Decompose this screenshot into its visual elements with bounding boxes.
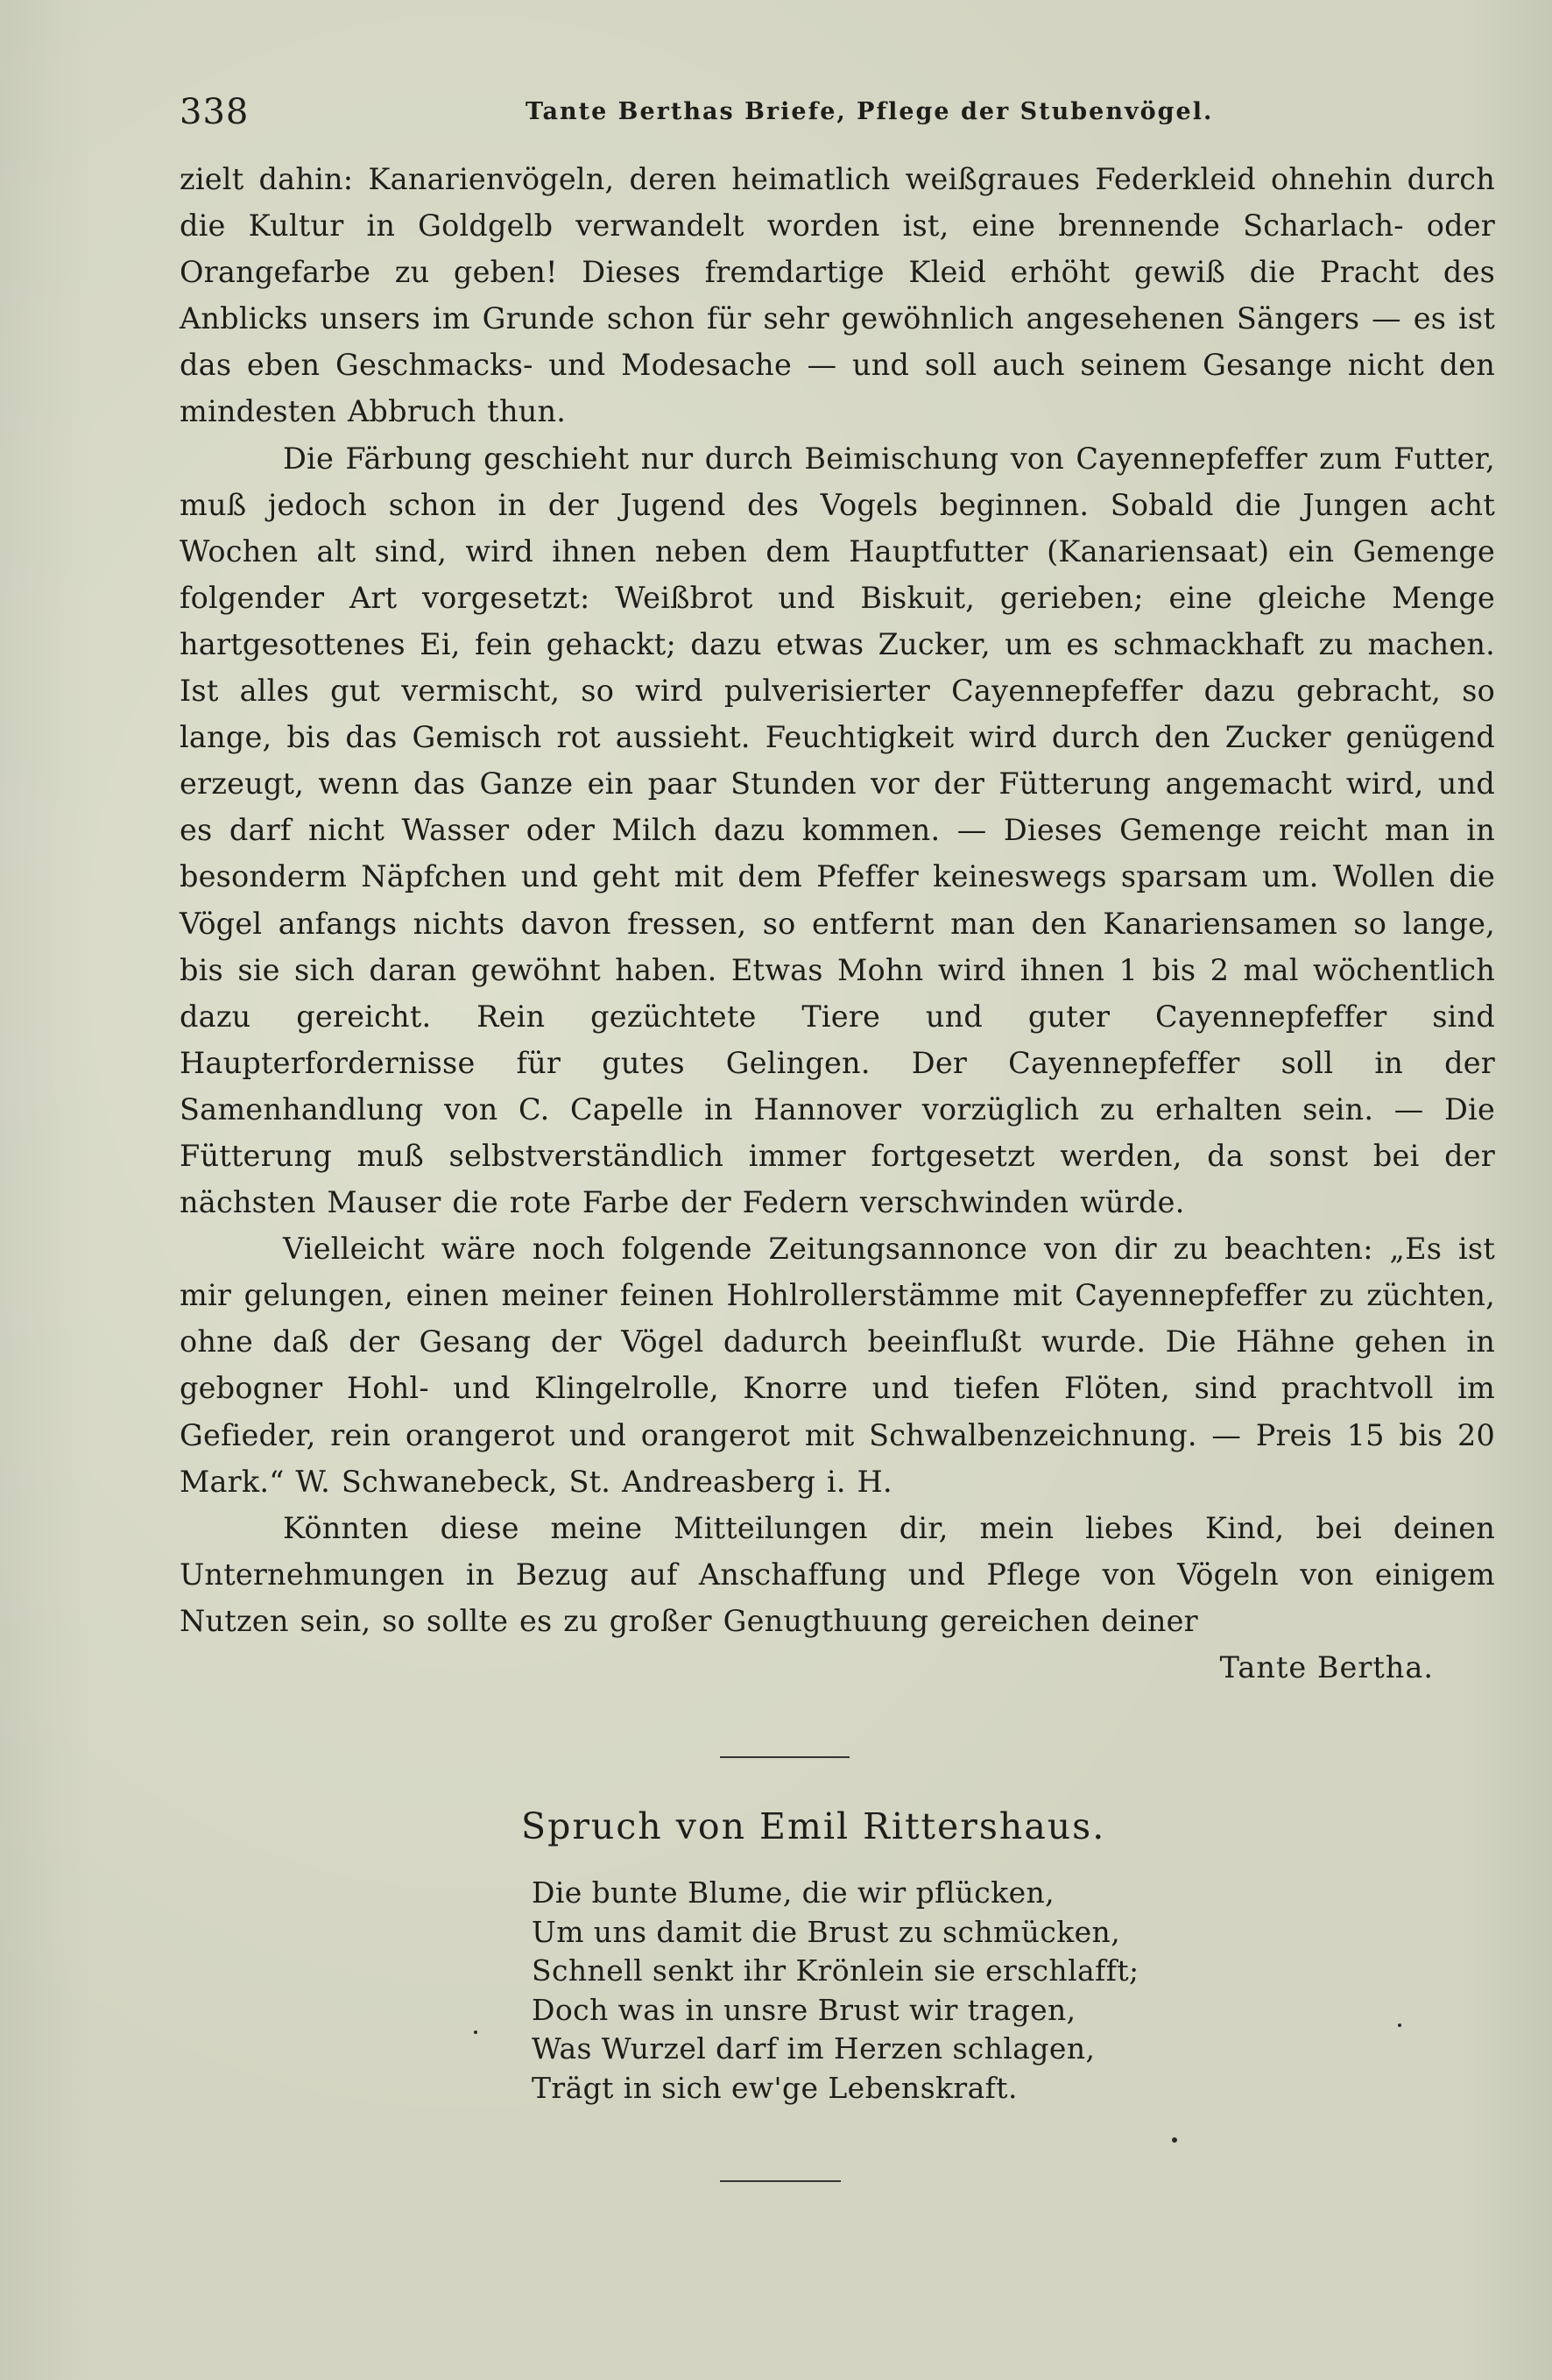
ink-speck xyxy=(474,2030,477,2034)
running-head: Tante Berthas Briefe, Pflege der Stubenvögel. xyxy=(526,98,1214,125)
paragraph-2: Die Färbung geschieht nur durch Beimischung von Cayennepfeffer zum Futter, muß jedoch schon in der Jugend des Vogels beginnen. Sobald die Jungen acht Wochen alt sind, wird ihnen neben dem Hauptfutter (Kanariensaat) ein Gemenge folgender Art vorgesetzt: Weißbrot und Biskuit, gerieben; eine gleiche Menge hartgesottenes Ei, fein gehackt; dazu etwas Zucker, um es schmackhaft zu machen. Ist alles gut vermischt, so wird pulverisierter Cayennepfeffer dazu gebracht, so lange, bis das Gemisch rot aussieht. Feuchtigkeit wird durch den Zucker genügend erzeugt, wenn das Ganze ein paar Stunden vor der Fütterung angemacht wird, und es darf nicht Wasser oder Milch dazu kommen. — Dieses Gemenge reicht man in besonderm Näpfchen und geht mit dem Pfeffer keineswegs sparsam um. Wollen die Vögel anfangs nichts davon fressen, so entfernt man den Kanariensamen so lange, bis sie sich daran gewöhnt haben. Etwas Mohn wird ihnen 1 bis 2 mal wöchentlich dazu gereicht. Rein gezüchtete Tiere und guter Cayennepfeffer sind Haupterfordernisse für gutes Gelingen. Der Cayennepfeffer soll in der Samenhandlung von C. Capelle in Hannover vorzüglich zu erhalten sein. — Die Fütterung muß selbstverständlich immer fortgesetzt werden, da sonst bei der nächsten Mauser die rote Farbe der Federn verschwinden würde. xyxy=(180,441,1495,1220)
signature: Tante Bertha. xyxy=(1219,1650,1434,1684)
section-divider-bottom xyxy=(720,2180,841,2182)
poem-line: Doch was in unsre Brust wir tragen, xyxy=(532,1992,1076,2027)
poem-line: Die bunte Blume, die wir pflücken, xyxy=(532,1875,1055,1910)
body-text xyxy=(180,156,1495,1691)
poem-verse xyxy=(532,1874,1139,2108)
poem-line: Was Wurzel darf im Herzen schlagen, xyxy=(532,2031,1096,2066)
paragraph-4: Könnten diese meine Mitteilungen dir, mein liebes Kind, bei deinen Unternehmungen in Bezug auf Anschaffung und Pflege von Vögeln von einigem Nutzen sein, so sollte es zu großer Genugthuung gereichen deiner xyxy=(180,1510,1495,1638)
section-divider-top xyxy=(720,1756,850,1758)
page-number: 338 xyxy=(180,92,250,132)
poem-line: Trägt in sich ew'ge Lebenskraft. xyxy=(532,2070,1018,2105)
poem-line: Um uns damit die Brust zu schmücken, xyxy=(532,1914,1121,1949)
ink-speck xyxy=(1172,2137,1177,2143)
page-header xyxy=(180,86,1493,138)
ink-speck xyxy=(1398,2023,1401,2027)
poem-title: Spruch von Emil Rittershaus. xyxy=(521,1805,1106,1847)
paragraph-3: Vielleicht wäre noch folgende Zeitungsannonce von dir zu beachten: „Es ist mir gelungen, einen meiner feinen Hohlrollerstämme mit Cayennepfeffer zu züchten, ohne daß der Gesang der Vögel dadurch beeinflußt wurde. Die Hähne gehen in gebogner Hohl- und Klingelrolle, Knorre und tiefen Flöten, sind prachtvoll im Gefieder, rein orangerot und orangerot mit Schwalbenzeichnung. — Preis 15 bis 20 Mark.“ W. Schwanebeck, St. Andreasberg i. H. xyxy=(180,1232,1495,1499)
paragraph-1: zielt dahin: Kanarienvögeln, deren heimatlich weißgraues Federkleid ohnehin durch die Kultur in Goldgelb verwandelt worden ist, eine brennende Scharlach- oder Orangefarbe zu geben! Dieses fremdartige Kleid erhöht gewiß die Pracht des Anblicks unsers im Grunde schon für sehr gewöhnlich angesehenen Sängers — es ist das eben Geschmacks- und Modesache — und soll auch seinem Gesange nicht den mindesten Abbruch thun. xyxy=(180,162,1495,429)
poem-line: Schnell senkt ihr Krönlein sie erschlafft; xyxy=(532,1953,1139,1988)
